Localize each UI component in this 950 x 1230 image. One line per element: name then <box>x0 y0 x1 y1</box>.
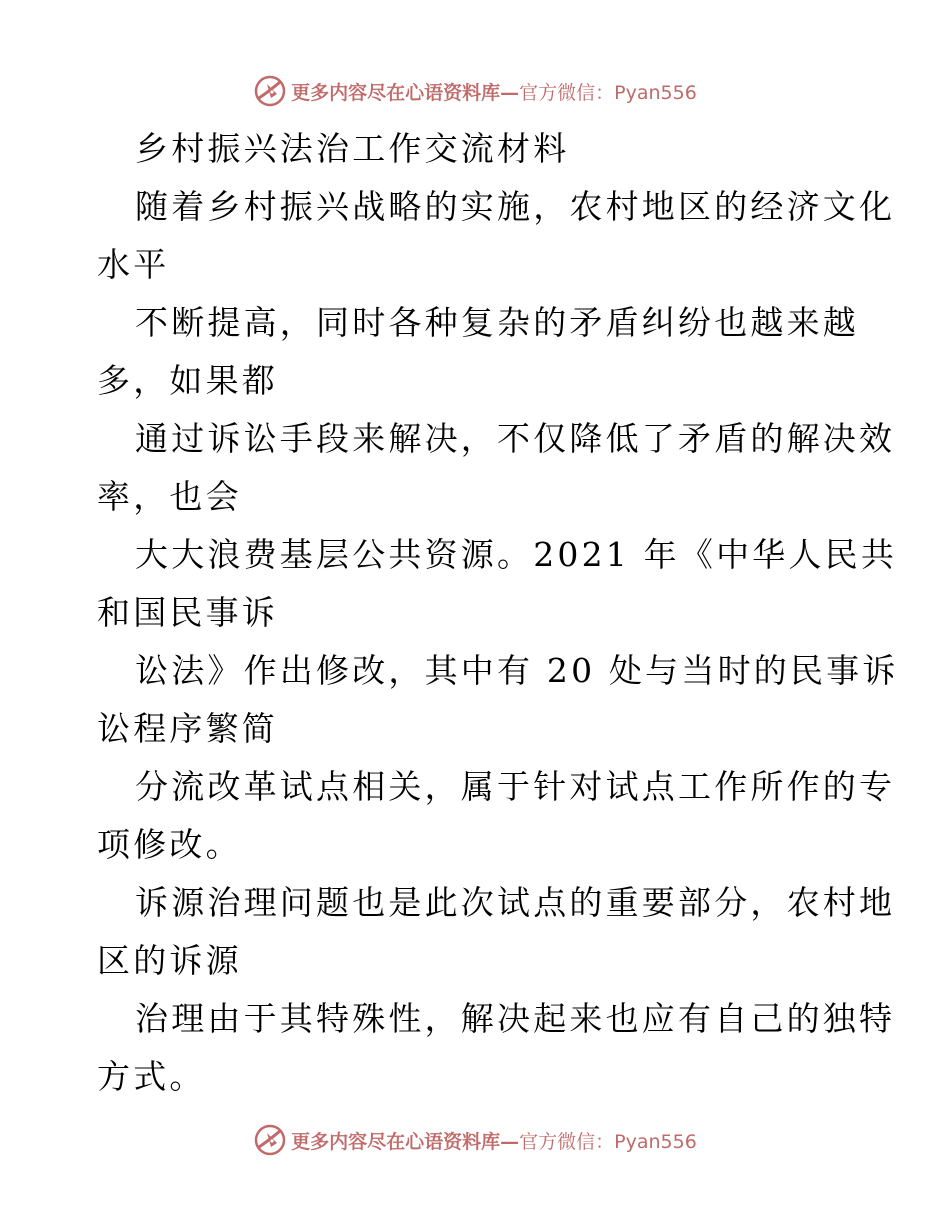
watermark-text <box>291 1127 697 1154</box>
text-line: 水平 <box>97 245 170 284</box>
text-line: 讼法》作出修改，其中有 20 处与当时的民事诉 <box>135 651 899 690</box>
document-body <box>97 120 899 1106</box>
text-line: 讼程序繁简 <box>97 709 278 748</box>
text-line: 项修改。 <box>97 825 242 864</box>
header-watermark <box>0 71 950 111</box>
text-line: 随着乡村振兴战略的实施，农村地区的经济文化 <box>135 187 896 226</box>
text-line: 和国民事诉 <box>97 593 278 632</box>
pen-nib-logo-icon <box>253 1123 287 1157</box>
watermark-separator: — <box>500 81 520 104</box>
text-line: 大大浪费基层公共资源。2021 年《中华人民共 <box>135 535 898 574</box>
text-line: 区的诉源 <box>97 941 242 980</box>
text-line: 不断提高，同时各种复杂的矛盾纠纷也越来越 <box>135 303 859 342</box>
text-line: 多，如果都 <box>97 361 278 400</box>
text-line: 方式。 <box>97 1057 206 1096</box>
watermark-contact: 官方微信：Pyan556 <box>519 81 697 104</box>
text-line: 治理由于其特殊性，解决起来也应有自己的独特 <box>135 999 896 1038</box>
watermark-text <box>291 78 697 105</box>
watermark-brand: 更多内容尽在心语资料库 <box>291 1130 501 1153</box>
watermark-contact: 官方微信：Pyan556 <box>519 1130 697 1153</box>
text-line: 诉源治理问题也是此次试点的重要部分，农村地 <box>135 883 896 922</box>
watermark-brand: 更多内容尽在心语资料库 <box>291 81 501 104</box>
text-line: 通过诉讼手段来解决，不仅降低了矛盾的解决效 <box>135 419 896 458</box>
watermark-separator: — <box>500 1130 520 1153</box>
document-title: 乡村振兴法治工作交流材料 <box>135 129 570 168</box>
text-line: 分流改革试点相关，属于针对试点工作所作的专 <box>135 767 896 806</box>
footer-watermark <box>0 1120 950 1160</box>
text-line: 率，也会 <box>97 477 242 516</box>
pen-nib-logo-icon <box>253 74 287 108</box>
